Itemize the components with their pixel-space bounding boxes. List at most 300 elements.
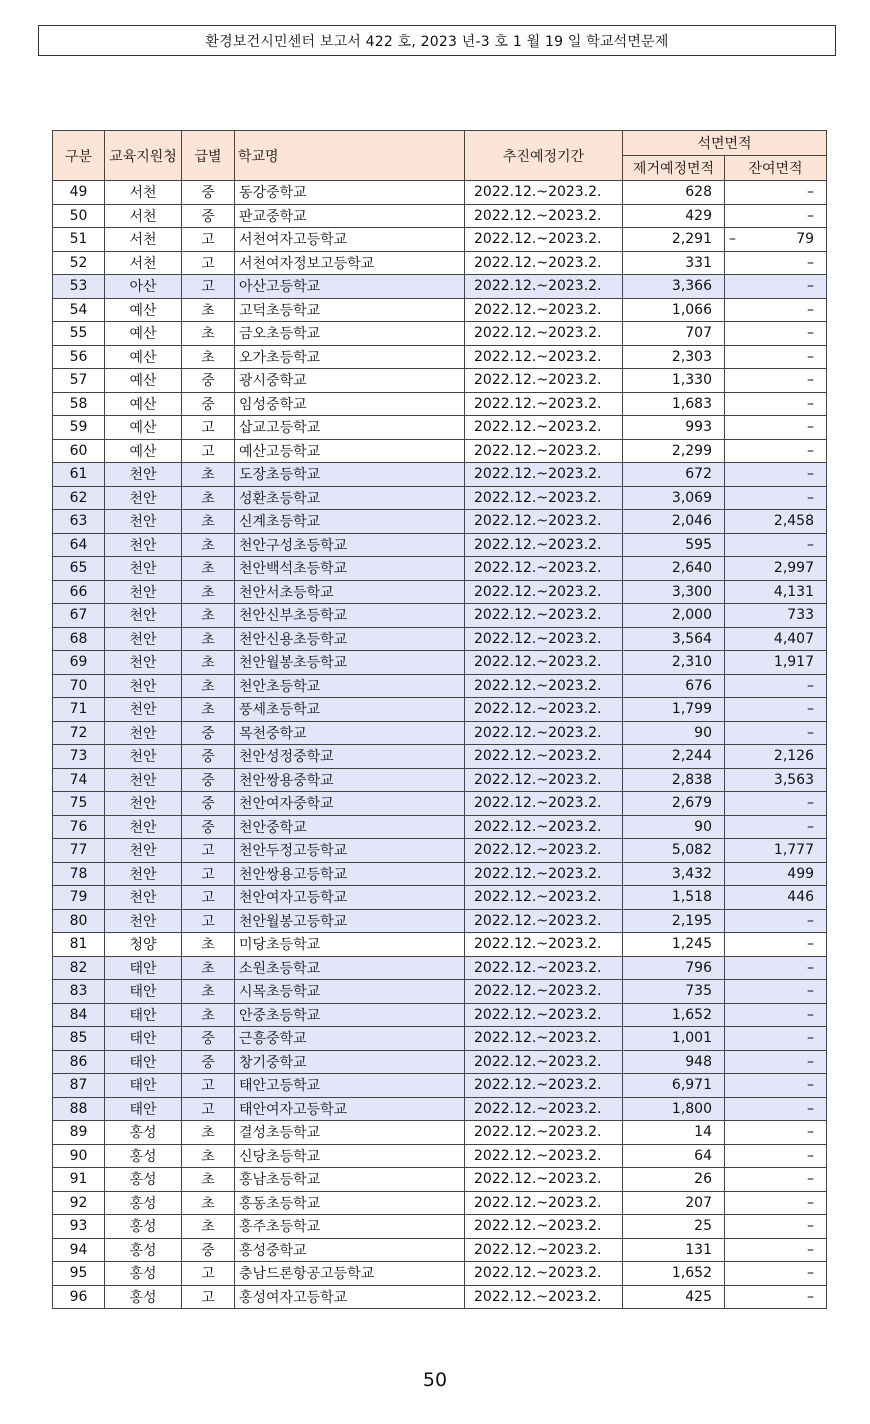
row-number: 63 bbox=[53, 510, 105, 534]
row-removal-area: 26 bbox=[623, 1168, 725, 1192]
row-removal-area: 2,244 bbox=[623, 745, 725, 769]
row-level: 초 bbox=[182, 580, 235, 604]
row-region: 천안 bbox=[105, 745, 182, 769]
row-region: 천안 bbox=[105, 698, 182, 722]
row-level: 중 bbox=[182, 392, 235, 416]
row-number: 81 bbox=[53, 933, 105, 957]
table-row bbox=[53, 1144, 827, 1168]
table-row bbox=[53, 416, 827, 440]
row-removal-area: 429 bbox=[623, 204, 725, 228]
table-row bbox=[53, 1262, 827, 1286]
row-level: 고 bbox=[182, 275, 235, 299]
row-number: 91 bbox=[53, 1168, 105, 1192]
row-number: 71 bbox=[53, 698, 105, 722]
row-school-name: 판교중학교 bbox=[235, 204, 465, 228]
row-region: 예산 bbox=[105, 322, 182, 346]
row-period: 2022.12.~2023.2. bbox=[465, 392, 623, 416]
row-period: 2022.12.~2023.2. bbox=[465, 181, 623, 205]
row-number: 57 bbox=[53, 369, 105, 393]
row-period: 2022.12.~2023.2. bbox=[465, 651, 623, 675]
row-remaining-area: – bbox=[725, 1262, 827, 1286]
row-school-name: 서천여자정보고등학교 bbox=[235, 251, 465, 275]
row-remaining-area: – bbox=[725, 486, 827, 510]
row-number: 90 bbox=[53, 1144, 105, 1168]
row-level: 고 bbox=[182, 1097, 235, 1121]
row-level: 중 bbox=[182, 768, 235, 792]
row-number: 67 bbox=[53, 604, 105, 628]
table-row bbox=[53, 533, 827, 557]
row-number: 88 bbox=[53, 1097, 105, 1121]
row-remaining-area: 3,563 bbox=[725, 768, 827, 792]
row-school-name: 오가초등학교 bbox=[235, 345, 465, 369]
row-level: 고 bbox=[182, 228, 235, 252]
table-row bbox=[53, 580, 827, 604]
row-removal-area: 3,300 bbox=[623, 580, 725, 604]
row-number: 61 bbox=[53, 463, 105, 487]
row-period: 2022.12.~2023.2. bbox=[465, 1097, 623, 1121]
row-region: 서천 bbox=[105, 251, 182, 275]
row-region: 예산 bbox=[105, 439, 182, 463]
row-remaining-area: – bbox=[725, 909, 827, 933]
row-number: 70 bbox=[53, 674, 105, 698]
row-level: 초 bbox=[182, 627, 235, 651]
row-school-name: 천안서초등학교 bbox=[235, 580, 465, 604]
row-remaining-value: 79 bbox=[796, 231, 815, 248]
header-removal-area: 제거예정면적 bbox=[623, 156, 725, 181]
row-level: 초 bbox=[182, 298, 235, 322]
row-remaining-area: – bbox=[725, 1027, 827, 1051]
row-removal-area: 90 bbox=[623, 721, 725, 745]
row-level: 초 bbox=[182, 322, 235, 346]
row-period: 2022.12.~2023.2. bbox=[465, 228, 623, 252]
row-school-name: 태안고등학교 bbox=[235, 1074, 465, 1098]
table-row bbox=[53, 392, 827, 416]
row-school-name: 홍성여자고등학교 bbox=[235, 1285, 465, 1309]
row-removal-area: 2,303 bbox=[623, 345, 725, 369]
row-number: 69 bbox=[53, 651, 105, 675]
row-region: 태안 bbox=[105, 980, 182, 1004]
table-row bbox=[53, 698, 827, 722]
row-period: 2022.12.~2023.2. bbox=[465, 204, 623, 228]
row-school-name: 천안월봉초등학교 bbox=[235, 651, 465, 675]
report-header bbox=[38, 25, 836, 56]
row-remaining-area: – bbox=[725, 439, 827, 463]
table-row bbox=[53, 1215, 827, 1239]
table-row bbox=[53, 721, 827, 745]
row-region: 홍성 bbox=[105, 1215, 182, 1239]
row-remaining-area: 2,458 bbox=[725, 510, 827, 534]
row-region: 홍성 bbox=[105, 1168, 182, 1192]
row-school-name: 동강중학교 bbox=[235, 181, 465, 205]
row-number: 56 bbox=[53, 345, 105, 369]
row-school-name: 천안신용초등학교 bbox=[235, 627, 465, 651]
row-number: 65 bbox=[53, 557, 105, 581]
row-region: 천안 bbox=[105, 768, 182, 792]
row-period: 2022.12.~2023.2. bbox=[465, 1074, 623, 1098]
row-remaining-area: – bbox=[725, 251, 827, 275]
table-row bbox=[53, 862, 827, 886]
row-school-name: 홍동초등학교 bbox=[235, 1191, 465, 1215]
row-school-name: 풍세초등학교 bbox=[235, 698, 465, 722]
row-region: 천안 bbox=[105, 557, 182, 581]
row-region: 천안 bbox=[105, 463, 182, 487]
row-remaining-area: – bbox=[725, 1003, 827, 1027]
row-period: 2022.12.~2023.2. bbox=[465, 416, 623, 440]
row-removal-area: 2,299 bbox=[623, 439, 725, 463]
row-remaining-area: – bbox=[725, 416, 827, 440]
row-region: 천안 bbox=[105, 839, 182, 863]
row-level: 고 bbox=[182, 839, 235, 863]
row-removal-area: 5,082 bbox=[623, 839, 725, 863]
row-level: 중 bbox=[182, 181, 235, 205]
row-period: 2022.12.~2023.2. bbox=[465, 933, 623, 957]
row-removal-area: 796 bbox=[623, 956, 725, 980]
row-remaining-area: – bbox=[725, 1285, 827, 1309]
row-period: 2022.12.~2023.2. bbox=[465, 721, 623, 745]
row-level: 고 bbox=[182, 439, 235, 463]
row-removal-area: 207 bbox=[623, 1191, 725, 1215]
row-remaining-area: – bbox=[725, 956, 827, 980]
row-period: 2022.12.~2023.2. bbox=[465, 580, 623, 604]
row-level: 중 bbox=[182, 1238, 235, 1262]
row-remaining-area: – bbox=[725, 204, 827, 228]
row-removal-area: 2,291 bbox=[623, 228, 725, 252]
row-region: 태안 bbox=[105, 1027, 182, 1051]
row-school-name: 천안성정중학교 bbox=[235, 745, 465, 769]
row-period: 2022.12.~2023.2. bbox=[465, 557, 623, 581]
row-removal-area: 3,069 bbox=[623, 486, 725, 510]
row-region: 서천 bbox=[105, 204, 182, 228]
row-level: 초 bbox=[182, 1121, 235, 1145]
row-period: 2022.12.~2023.2. bbox=[465, 1262, 623, 1286]
page-number: 50 bbox=[422, 1369, 448, 1391]
row-remaining-area: – bbox=[725, 392, 827, 416]
row-number: 84 bbox=[53, 1003, 105, 1027]
row-removal-area: 1,652 bbox=[623, 1262, 725, 1286]
table-row bbox=[53, 604, 827, 628]
row-removal-area: 1,518 bbox=[623, 886, 725, 910]
row-region: 태안 bbox=[105, 1050, 182, 1074]
row-number: 75 bbox=[53, 792, 105, 816]
row-number: 89 bbox=[53, 1121, 105, 1145]
row-removal-area: 3,432 bbox=[623, 862, 725, 886]
row-region: 홍성 bbox=[105, 1121, 182, 1145]
row-remaining-area: 4,407 bbox=[725, 627, 827, 651]
row-remaining-area: – bbox=[725, 933, 827, 957]
row-remaining-area: 499 bbox=[725, 862, 827, 886]
row-removal-area: 2,310 bbox=[623, 651, 725, 675]
row-number: 96 bbox=[53, 1285, 105, 1309]
row-number: 93 bbox=[53, 1215, 105, 1239]
row-remaining-area: 733 bbox=[725, 604, 827, 628]
row-level: 중 bbox=[182, 721, 235, 745]
header-no: 구분 bbox=[53, 131, 105, 181]
row-region: 천안 bbox=[105, 674, 182, 698]
row-level: 초 bbox=[182, 1191, 235, 1215]
table-row bbox=[53, 1121, 827, 1145]
row-remaining-area: 1,777 bbox=[725, 839, 827, 863]
row-removal-area: 1,683 bbox=[623, 392, 725, 416]
row-removal-area: 707 bbox=[623, 322, 725, 346]
row-school-name: 예산고등학교 bbox=[235, 439, 465, 463]
table-row bbox=[53, 439, 827, 463]
row-period: 2022.12.~2023.2. bbox=[465, 251, 623, 275]
row-number: 59 bbox=[53, 416, 105, 440]
row-school-name: 태안여자고등학교 bbox=[235, 1097, 465, 1121]
row-period: 2022.12.~2023.2. bbox=[465, 345, 623, 369]
row-region: 홍성 bbox=[105, 1262, 182, 1286]
table-row bbox=[53, 345, 827, 369]
row-level: 중 bbox=[182, 792, 235, 816]
table-row bbox=[53, 557, 827, 581]
row-period: 2022.12.~2023.2. bbox=[465, 768, 623, 792]
row-period: 2022.12.~2023.2. bbox=[465, 1144, 623, 1168]
row-school-name: 홍주초등학교 bbox=[235, 1215, 465, 1239]
row-period: 2022.12.~2023.2. bbox=[465, 1003, 623, 1027]
row-removal-area: 331 bbox=[623, 251, 725, 275]
table-row bbox=[53, 792, 827, 816]
table-row bbox=[53, 886, 827, 910]
row-level: 초 bbox=[182, 1003, 235, 1027]
table-row bbox=[53, 815, 827, 839]
row-number: 55 bbox=[53, 322, 105, 346]
row-remaining-area: – bbox=[725, 463, 827, 487]
row-period: 2022.12.~2023.2. bbox=[465, 298, 623, 322]
row-removal-area: 676 bbox=[623, 674, 725, 698]
row-school-name: 금오초등학교 bbox=[235, 322, 465, 346]
row-level: 초 bbox=[182, 674, 235, 698]
row-removal-area: 2,679 bbox=[623, 792, 725, 816]
row-remaining-area: – bbox=[725, 1215, 827, 1239]
row-school-name: 홍남초등학교 bbox=[235, 1168, 465, 1192]
row-removal-area: 672 bbox=[623, 463, 725, 487]
row-period: 2022.12.~2023.2. bbox=[465, 533, 623, 557]
table-row bbox=[53, 369, 827, 393]
row-region: 예산 bbox=[105, 392, 182, 416]
row-period: 2022.12.~2023.2. bbox=[465, 1027, 623, 1051]
row-removal-area: 993 bbox=[623, 416, 725, 440]
row-school-name: 소원초등학교 bbox=[235, 956, 465, 980]
row-level: 중 bbox=[182, 1050, 235, 1074]
row-school-name: 충남드론항공고등학교 bbox=[235, 1262, 465, 1286]
row-level: 초 bbox=[182, 651, 235, 675]
header-school: 학교명 bbox=[235, 131, 465, 181]
row-removal-area: 2,195 bbox=[623, 909, 725, 933]
row-region: 천안 bbox=[105, 604, 182, 628]
table-row bbox=[53, 510, 827, 534]
row-school-name: 신계초등학교 bbox=[235, 510, 465, 534]
row-region: 천안 bbox=[105, 862, 182, 886]
row-region: 천안 bbox=[105, 627, 182, 651]
row-school-name: 천안여자고등학교 bbox=[235, 886, 465, 910]
row-level: 초 bbox=[182, 463, 235, 487]
row-school-name: 삽교고등학교 bbox=[235, 416, 465, 440]
table-row bbox=[53, 181, 827, 205]
row-number: 95 bbox=[53, 1262, 105, 1286]
row-number: 94 bbox=[53, 1238, 105, 1262]
table-row bbox=[53, 1027, 827, 1051]
row-remaining-area: – bbox=[725, 533, 827, 557]
table-row bbox=[53, 1285, 827, 1309]
row-level: 초 bbox=[182, 533, 235, 557]
row-region: 태안 bbox=[105, 956, 182, 980]
row-level: 고 bbox=[182, 909, 235, 933]
row-period: 2022.12.~2023.2. bbox=[465, 745, 623, 769]
row-school-name: 홍성중학교 bbox=[235, 1238, 465, 1262]
table-row bbox=[53, 228, 827, 252]
table-row bbox=[53, 251, 827, 275]
row-number: 80 bbox=[53, 909, 105, 933]
row-region: 예산 bbox=[105, 345, 182, 369]
row-removal-area: 90 bbox=[623, 815, 725, 839]
row-removal-area: 1,001 bbox=[623, 1027, 725, 1051]
report-title: 환경보건시민센터 보고서 422 호, 2023 년-3 호 1 월 19 일 학교석면문제 bbox=[205, 33, 669, 50]
row-school-name: 천안여자중학교 bbox=[235, 792, 465, 816]
table-row bbox=[53, 204, 827, 228]
row-school-name: 천안백석초등학교 bbox=[235, 557, 465, 581]
row-region: 예산 bbox=[105, 369, 182, 393]
row-removal-area: 3,564 bbox=[623, 627, 725, 651]
row-remaining-area: – bbox=[725, 298, 827, 322]
row-period: 2022.12.~2023.2. bbox=[465, 956, 623, 980]
table-row bbox=[53, 1168, 827, 1192]
row-removal-area: 25 bbox=[623, 1215, 725, 1239]
row-removal-area: 14 bbox=[623, 1121, 725, 1145]
row-level: 고 bbox=[182, 1074, 235, 1098]
row-number: 64 bbox=[53, 533, 105, 557]
row-remaining-area: – bbox=[725, 980, 827, 1004]
row-number: 86 bbox=[53, 1050, 105, 1074]
table-row bbox=[53, 745, 827, 769]
row-number: 73 bbox=[53, 745, 105, 769]
row-school-name: 결성초등학교 bbox=[235, 1121, 465, 1145]
row-level: 초 bbox=[182, 956, 235, 980]
row-remaining-area: – bbox=[725, 1238, 827, 1262]
row-region: 천안 bbox=[105, 533, 182, 557]
row-school-name: 천안쌍용고등학교 bbox=[235, 862, 465, 886]
row-removal-area: 425 bbox=[623, 1285, 725, 1309]
row-level: 초 bbox=[182, 933, 235, 957]
row-remaining-area bbox=[725, 228, 827, 252]
row-school-name: 고덕초등학교 bbox=[235, 298, 465, 322]
row-school-name: 안중초등학교 bbox=[235, 1003, 465, 1027]
row-region: 홍성 bbox=[105, 1144, 182, 1168]
row-remaining-area: – bbox=[725, 698, 827, 722]
row-school-name: 시목초등학교 bbox=[235, 980, 465, 1004]
row-region: 천안 bbox=[105, 651, 182, 675]
row-remaining-area: – bbox=[725, 1168, 827, 1192]
table-row bbox=[53, 956, 827, 980]
row-remaining-area: – bbox=[725, 1144, 827, 1168]
header-level: 급별 bbox=[182, 131, 235, 181]
row-region: 홍성 bbox=[105, 1285, 182, 1309]
row-period: 2022.12.~2023.2. bbox=[465, 604, 623, 628]
table-row bbox=[53, 486, 827, 510]
row-number: 51 bbox=[53, 228, 105, 252]
table-row bbox=[53, 1238, 827, 1262]
row-period: 2022.12.~2023.2. bbox=[465, 1238, 623, 1262]
row-region: 예산 bbox=[105, 416, 182, 440]
row-remaining-area: – bbox=[725, 1121, 827, 1145]
row-region: 홍성 bbox=[105, 1191, 182, 1215]
row-level: 초 bbox=[182, 1144, 235, 1168]
row-period: 2022.12.~2023.2. bbox=[465, 909, 623, 933]
row-remaining-area: 2,126 bbox=[725, 745, 827, 769]
row-level: 초 bbox=[182, 980, 235, 1004]
row-level: 중 bbox=[182, 204, 235, 228]
row-period: 2022.12.~2023.2. bbox=[465, 322, 623, 346]
row-number: 92 bbox=[53, 1191, 105, 1215]
row-level: 고 bbox=[182, 1285, 235, 1309]
row-removal-area: 2,640 bbox=[623, 557, 725, 581]
row-level: 중 bbox=[182, 1027, 235, 1051]
row-school-name: 천안중학교 bbox=[235, 815, 465, 839]
row-period: 2022.12.~2023.2. bbox=[465, 486, 623, 510]
row-removal-area: 3,366 bbox=[623, 275, 725, 299]
row-period: 2022.12.~2023.2. bbox=[465, 439, 623, 463]
table-row bbox=[53, 839, 827, 863]
row-number: 60 bbox=[53, 439, 105, 463]
row-remaining-area: – bbox=[725, 721, 827, 745]
row-region: 천안 bbox=[105, 721, 182, 745]
row-level: 고 bbox=[182, 862, 235, 886]
row-school-name: 미당초등학교 bbox=[235, 933, 465, 957]
row-period: 2022.12.~2023.2. bbox=[465, 886, 623, 910]
table-body bbox=[53, 181, 827, 1309]
table-row bbox=[53, 933, 827, 957]
row-region: 천안 bbox=[105, 886, 182, 910]
row-period: 2022.12.~2023.2. bbox=[465, 510, 623, 534]
table-row bbox=[53, 1003, 827, 1027]
row-region: 천안 bbox=[105, 510, 182, 534]
row-number: 49 bbox=[53, 181, 105, 205]
table-row bbox=[53, 674, 827, 698]
row-school-name: 광시중학교 bbox=[235, 369, 465, 393]
row-region: 천안 bbox=[105, 815, 182, 839]
row-school-name: 목천중학교 bbox=[235, 721, 465, 745]
row-number: 62 bbox=[53, 486, 105, 510]
row-region: 천안 bbox=[105, 792, 182, 816]
row-removal-area: 948 bbox=[623, 1050, 725, 1074]
row-period: 2022.12.~2023.2. bbox=[465, 369, 623, 393]
row-period: 2022.12.~2023.2. bbox=[465, 792, 623, 816]
row-region: 태안 bbox=[105, 1097, 182, 1121]
row-level: 고 bbox=[182, 251, 235, 275]
row-school-name: 아산고등학교 bbox=[235, 275, 465, 299]
row-school-name: 신당초등학교 bbox=[235, 1144, 465, 1168]
row-level: 고 bbox=[182, 1262, 235, 1286]
row-number: 66 bbox=[53, 580, 105, 604]
row-period: 2022.12.~2023.2. bbox=[465, 862, 623, 886]
row-school-name: 근흥중학교 bbox=[235, 1027, 465, 1051]
row-remaining-area: – bbox=[725, 369, 827, 393]
row-number: 58 bbox=[53, 392, 105, 416]
row-period: 2022.12.~2023.2. bbox=[465, 1168, 623, 1192]
row-period: 2022.12.~2023.2. bbox=[465, 1121, 623, 1145]
row-number: 85 bbox=[53, 1027, 105, 1051]
row-region: 서천 bbox=[105, 181, 182, 205]
row-remaining-area: – bbox=[725, 1097, 827, 1121]
row-remaining-lead-dash: – bbox=[729, 231, 736, 248]
row-removal-area: 628 bbox=[623, 181, 725, 205]
row-number: 53 bbox=[53, 275, 105, 299]
row-removal-area: 595 bbox=[623, 533, 725, 557]
row-region: 태안 bbox=[105, 1003, 182, 1027]
row-number: 79 bbox=[53, 886, 105, 910]
row-remaining-area: – bbox=[725, 1191, 827, 1215]
row-level: 초 bbox=[182, 604, 235, 628]
row-number: 76 bbox=[53, 815, 105, 839]
